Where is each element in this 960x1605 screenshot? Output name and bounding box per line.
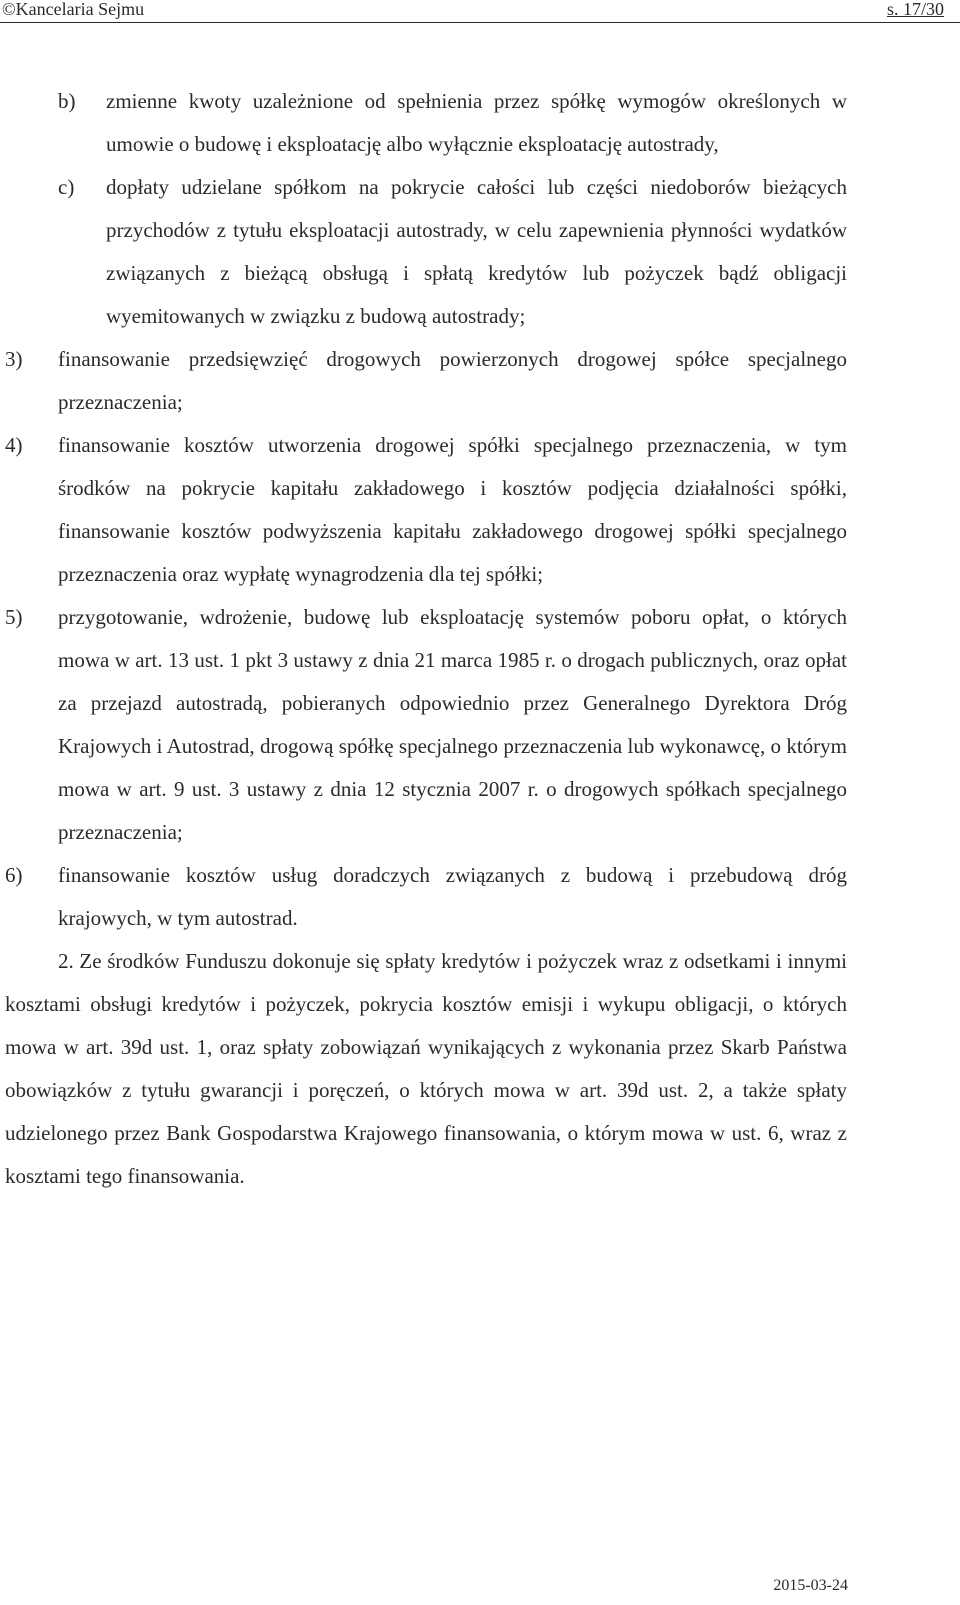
page-number[interactable]: s. 17/30 — [886, 0, 944, 19]
copyright-label: ©Kancelaria Sejmu — [2, 0, 145, 19]
item-number: b) — [58, 89, 76, 113]
list-item — [5, 424, 847, 596]
item-text: finansowanie kosztów utworzenia drogowej spółki specjalnego przeznaczenia, w tym środków na pokrycie kapitału zakładowego i kosztów podjęcia działalności spółki, finansowanie kosztów podwyższenia kapitału zakładowego drogowej spółki specjalnego przeznaczenia oraz wypłatę wynagrodzenia dla tej spółki; — [58, 433, 847, 586]
page-number-link[interactable] — [887, 0, 944, 19]
item-text: dopłaty udzielane spółkom na pokrycie całości lub części niedoborów bieżących przychodów z tytułu eksploatacji autostrady, w celu zapewnienia płynności wydatków związanych z bieżącą obsługą i spłatą kredytów lub pożyczek bądź obligacji wyemitowanych w związku z budową autostrady; — [106, 175, 847, 328]
list-item — [5, 166, 847, 338]
paragraph-2: 2. Ze środków Funduszu dokonuje się spłaty kredytów i pożyczek wraz z odsetkami i innymi kosztami obsługi kredytów i pożyczek, pokrycia kosztów emisji i wykupu obligacji, o których mowa w art. 39d ust. 1, oraz spłaty zobowiązań wynikających z wykonania przez Skarb Państwa obowiązków z tytułu gwarancji i poręczeń, o których mowa w art. 39d ust. 2, a także spłaty udzielonego przez Bank Gospodarstwa Krajowego finansowania, o którym mowa w ust. 6, wraz z kosztami tego finansowania. — [5, 949, 847, 1188]
item-number: 6) — [5, 863, 23, 887]
item-number: 5) — [5, 605, 23, 629]
item-text: przygotowanie, wdrożenie, budowę lub eksploatację systemów poboru opłat, o których mowa w art. 13 ust. 1 pkt 3 ustawy z dnia 21 marca 1985 r. o drogach publicznych, oraz opłat za przejazd autostradą, pobieranych odpowiednio przez Generalnego Dyrektora Dróg Krajowych i Autostrad, drogową spółkę specjalnego przeznaczenia lub wykonawcę, o którym mowa w art. 9 ust. 3 ustawy z dnia 12 stycznia 2007 r. o drogowych spółkach specjalnego przeznaczenia; — [58, 605, 847, 844]
item-text: finansowanie przedsięwzięć drogowych powierzonych drogowej spółce specjalnego przeznaczenia; — [58, 347, 847, 414]
list-item — [5, 596, 847, 854]
list-item — [5, 338, 847, 424]
list-item — [5, 80, 847, 166]
item-number: c) — [58, 175, 75, 199]
item-number: 3) — [5, 347, 23, 371]
item-text: zmienne kwoty uzależnione od spełnienia przez spółkę wymogów określonych w umowie o budowę i eksploatację albo wyłącznie eksploatację autostrady, — [106, 89, 847, 156]
document-body — [5, 80, 847, 1198]
list-item — [5, 854, 847, 940]
item-text: finansowanie kosztów usług doradczych związanych z budową i przebudową dróg krajowych, w tym autostrad. — [58, 863, 847, 930]
footer-date: 2015-03-24 — [773, 1577, 848, 1594]
item-number: 4) — [5, 433, 23, 457]
page-header — [0, 0, 960, 23]
